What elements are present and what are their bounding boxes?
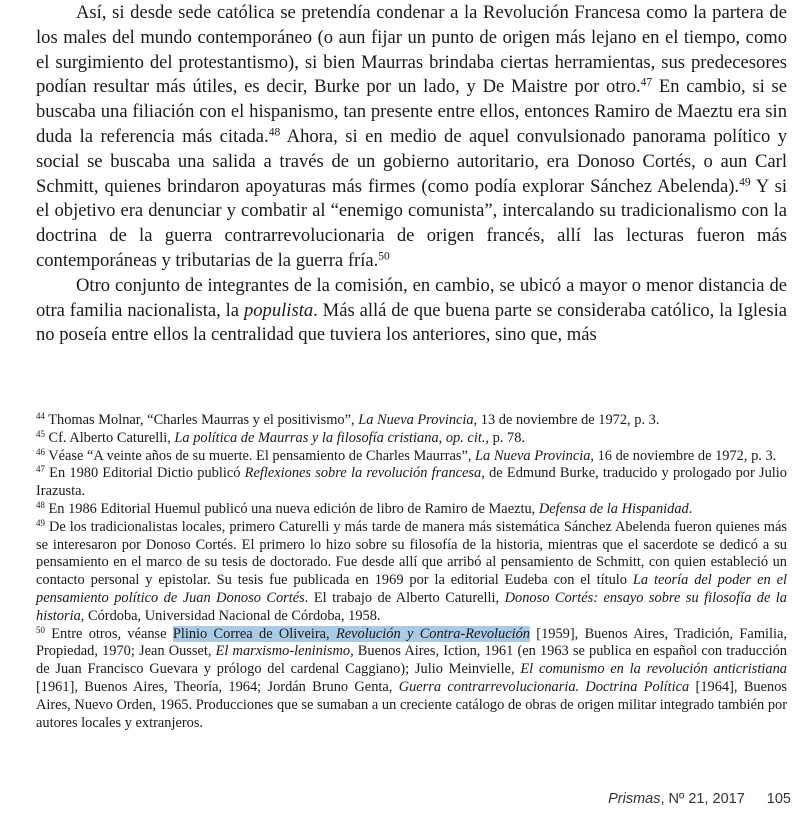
footnote-ref[interactable]: 50	[378, 250, 390, 263]
footnote-number: 45	[36, 428, 45, 439]
footnotes	[36, 412, 787, 732]
footnote-ref[interactable]: 48	[268, 126, 281, 139]
paragraph: Otro conjunto de integrantes de la comisión, en cambio, se ubicó a mayor o menor distancia de otra familia nacionalista, la populista. Más allá de que buena parte se consideraba católico, la Iglesia no poseía entre ellos la centralidad que tuviera los anteriores, sino que, más	[36, 274, 787, 346]
footnote-number: 49	[36, 517, 45, 528]
page-footer	[608, 791, 791, 807]
footnote: $^{48}$ En 1986 Editorial Huemul publicó una nueva edición de libro de Ramiro de Maeztu, Defensa de la Hispanidad.	[36, 500, 693, 517]
footnote: $^{44}$ Thomas Molnar, “Charles Maurras y el positivismo”, La Nueva Provincia, 13 de noviembre de 1972, p. 3.	[36, 411, 660, 428]
selected-text[interactable]: Plinio Correa de Oliveira, Revolución y Contra-Revolución	[172, 625, 530, 642]
footnote: $^{49}$ De los tradicionalistas locales, primero Caturelli y más tarde de manera más sistemática Sánchez Abelenda fueron quienes más se interesaron por Donoso Cortés. El primero lo hizo sobre su filosofía de la historia, mientras que el sacerdote se dedicó a su pensamiento en el marco de su tesis de doctorado. Fue desde allí que arribó al pensamiento de Schmitt, con quien estableció un contacto personal y epistolar. Su tesis fue publicada en 1969 por la editorial Eudeba con el título La teoría del poder en el pensamiento político de Juan Donoso Cortés. El trabajo de Alberto Caturelli, Donoso Cortés: ensayo sobre su filosofía de la historia, Córdoba, Universidad Nacional de Córdoba, 1958.	[36, 517, 788, 624]
paragraph: Así, si desde sede católica se pretendía condenar a la Revolución Francesa como la partera de los males del mundo contemporáneo (o aun fijar un punto de origen más lejano en el tiempo, como el surgimiento del protestantismo), si bien Maurras brindaba ciertas herramientas, sus predecesores podían resultar más útiles, es decir, Burke por un lado, y De Maistre por otro.$^{47}$ En cambio, si se buscaba una filiación con el hispanismo, tan presente entre ellos, entonces Ramiro de Maeztu era sin duda la referencia más citada.$^{48}$ Ahora, si en medio de aquel convulsionado panorama político y social se buscaba una salida a través de un gobierno autoritario, era Donoso Cortés, o aun Carl Schmitt, quienes brindaron apoyaturas más firmes (como podía explorar Sánchez Abelenda).$^{49}$ Y si el objetivo era denunciar y combatir al “enemigo comunista”, intercalando su tradicionalismo con la doctrina de la guerra contrarrevolucionaria de origen francés, allí las lecturas fueron más contemporáneas y tributarias de la guerra fría.$^{50}$	[36, 2, 788, 271]
footnote: $^{46}$ Véase “A veinte años de su muerte. El pensamiento de Charles Maurras”, La Nueva Provincia, 16 de noviembre de 1972, p. 3.	[36, 446, 777, 464]
footnote-ref[interactable]: 49	[739, 176, 751, 189]
journal-name: Prismas	[608, 791, 661, 807]
footnote: $^{45}$ Cf. Alberto Caturelli, La política de Maurras y la filosofía cristiana, op. cit., p. 78.	[36, 428, 525, 446]
footnote-number: 48	[36, 500, 45, 511]
footnote: $^{47}$ En 1980 Editorial Dictio publicó Reflexiones sobre la revolución francesa, de Edmund Burke, traducido y prologado por Julio Irazusta.	[36, 464, 787, 500]
footnote-number: 46	[36, 446, 45, 457]
footnote-number: 50	[36, 624, 45, 635]
footnote: $^{50}$ Entre otros, véanse Plinio Correa de Oliveira, Revolución y Contra-Revolución [1959], Buenos Aires, Tradición, Familia, Propiedad, 1970; Jean Ousset, El marxismo-leninismo, Buenos Aires, Iction, 1961 (en 1963 se publica en español con traducción de Juan Francisco Guevara y prólogo del cardenal Caggiano); Julio Meinvielle, El comunismo en la revolución anticristiana [1961], Buenos Aires, Theoría, 1964; Jordán Bruno Genta, Guerra contrarrevolucionaria. Doctrina Política [1964], Buenos Aires, Nuevo Orden, 1965. Producciones que se sumaban a un creciente catálogo de obras de origen militar integrado también por autores locales y extranjeros.	[36, 624, 787, 731]
page-number: 105	[766, 791, 791, 807]
issue-info: , Nº 21, 2017	[660, 791, 745, 807]
footnote-ref[interactable]: 47	[640, 77, 653, 90]
main-text	[36, 1, 787, 348]
footnote-number: 44	[36, 411, 45, 422]
footnote-number: 47	[36, 464, 45, 475]
